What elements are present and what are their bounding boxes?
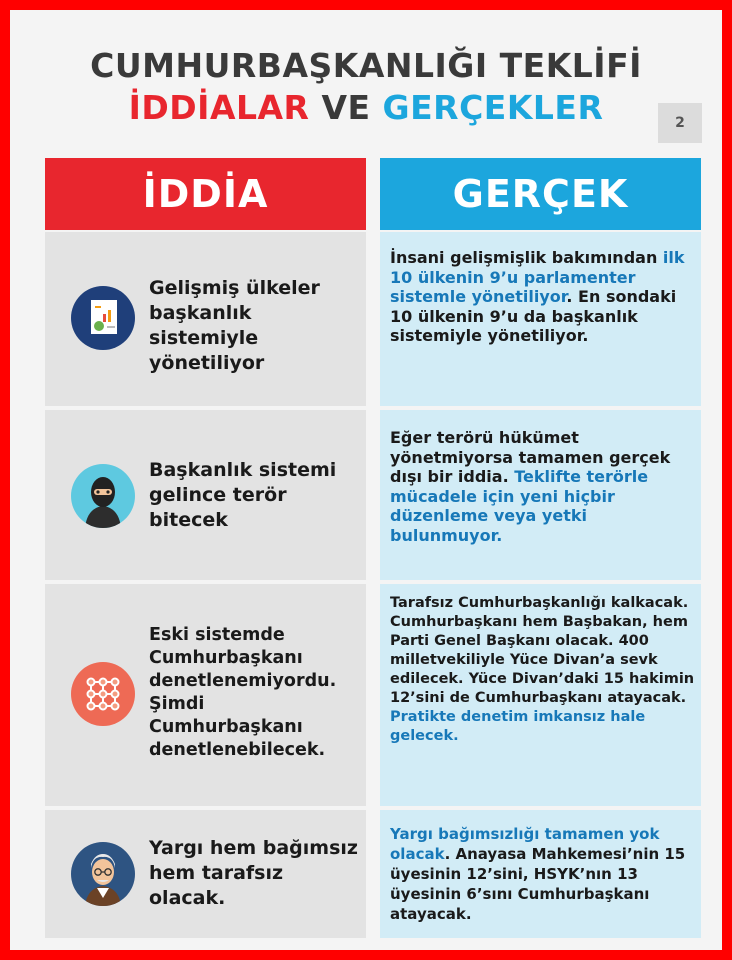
fact-4-highlight: Yargı bağımsızlığı tamamen yok olacak: [390, 825, 660, 863]
fact-1-highlight: ilk 10 ülkenin 9’u parlamenter sistemle yönetiliyor: [390, 248, 685, 306]
fact-cell-4: [380, 810, 701, 938]
fact-4-part-c: . Anayasa Mahkemesi’nin 15 üyesinin 12’sini, HSYK’nın 13 üyesinin 6’sını Cumhurbaşkanı atayacak.: [390, 845, 686, 923]
claim-cell-3: [45, 584, 366, 806]
fact-2-part-a: Eğer terörü hükümet yönetmiyorsa tamamen gerçek dışı bir iddia.: [390, 428, 671, 486]
claim-column-header: İDDİA: [45, 158, 366, 230]
fact-cell-2: [380, 410, 701, 580]
title-and-word: VE: [309, 88, 383, 127]
fact-text-2: [390, 428, 695, 545]
fact-3-highlight: Pratikte denetim imkansız hale gelecek.: [390, 709, 646, 744]
claim-text-3: Eski sistemde Cumhurbaşkanı denetlenemiyordu. Şimdi Cumhurbaşkanı denetlenebilecek.: [149, 625, 337, 760]
claim-text-2: Başkanlık sistemi gelince terör bitecek: [149, 459, 337, 531]
claim-text-4: Yargı hem bağımsız hem tarafsız olacak.: [149, 837, 358, 909]
judge-icon: [71, 842, 135, 906]
fact-2-highlight: Teklifte terörle mücadele için yeni hiçbir düzenleme veya yetki bulunmuyor.: [390, 467, 649, 545]
fact-text-3: [390, 594, 695, 746]
fact-cell-3: [380, 584, 701, 806]
title-claims-word: İDDİALAR: [128, 88, 310, 127]
title-line-1: CUMHURBAŞKANLIĞI TEKLİFİ: [90, 46, 642, 85]
page-number-badge: 2: [658, 103, 702, 143]
masked-terrorist-icon: [71, 464, 135, 528]
fact-1-part-a: İnsani gelişmişlik bakımından: [390, 248, 663, 267]
fact-1-part-c: . En sondaki 10 ülkenin 9’u da başkanlık sistemiyle yönetiliyor.: [390, 287, 677, 345]
fact-3-part-a: Tarafsız Cumhurbaşkanlığı kalkacak. Cumhurbaşkanı hem Başbakan, hem Parti Genel Başkanı olacak. 400 milletvekiliyle Yüce Divan’a sevk edilecek. Yüce Divan’daki 15 hakimin 12’sini de Cumhurbaşkanı atayacak.: [390, 595, 695, 706]
fact-text-4: [390, 824, 695, 924]
fact-cell-1: [380, 232, 701, 406]
fact-column-header: GERÇEK: [380, 158, 701, 230]
document-chart-icon: [71, 286, 135, 350]
fact-text-1: [390, 248, 695, 346]
claim-cell-4: [45, 810, 366, 938]
title-line-2: [10, 88, 722, 127]
title-facts-word: GERÇEKLER: [382, 88, 604, 127]
network-grid-icon: [71, 662, 135, 726]
infographic-frame: [10, 10, 722, 950]
claim-text-1: Gelişmiş ülkeler başkanlık sistemiyle yönetiliyor: [149, 277, 320, 374]
claim-cell-1: [45, 232, 366, 406]
claim-cell-2: [45, 410, 366, 580]
